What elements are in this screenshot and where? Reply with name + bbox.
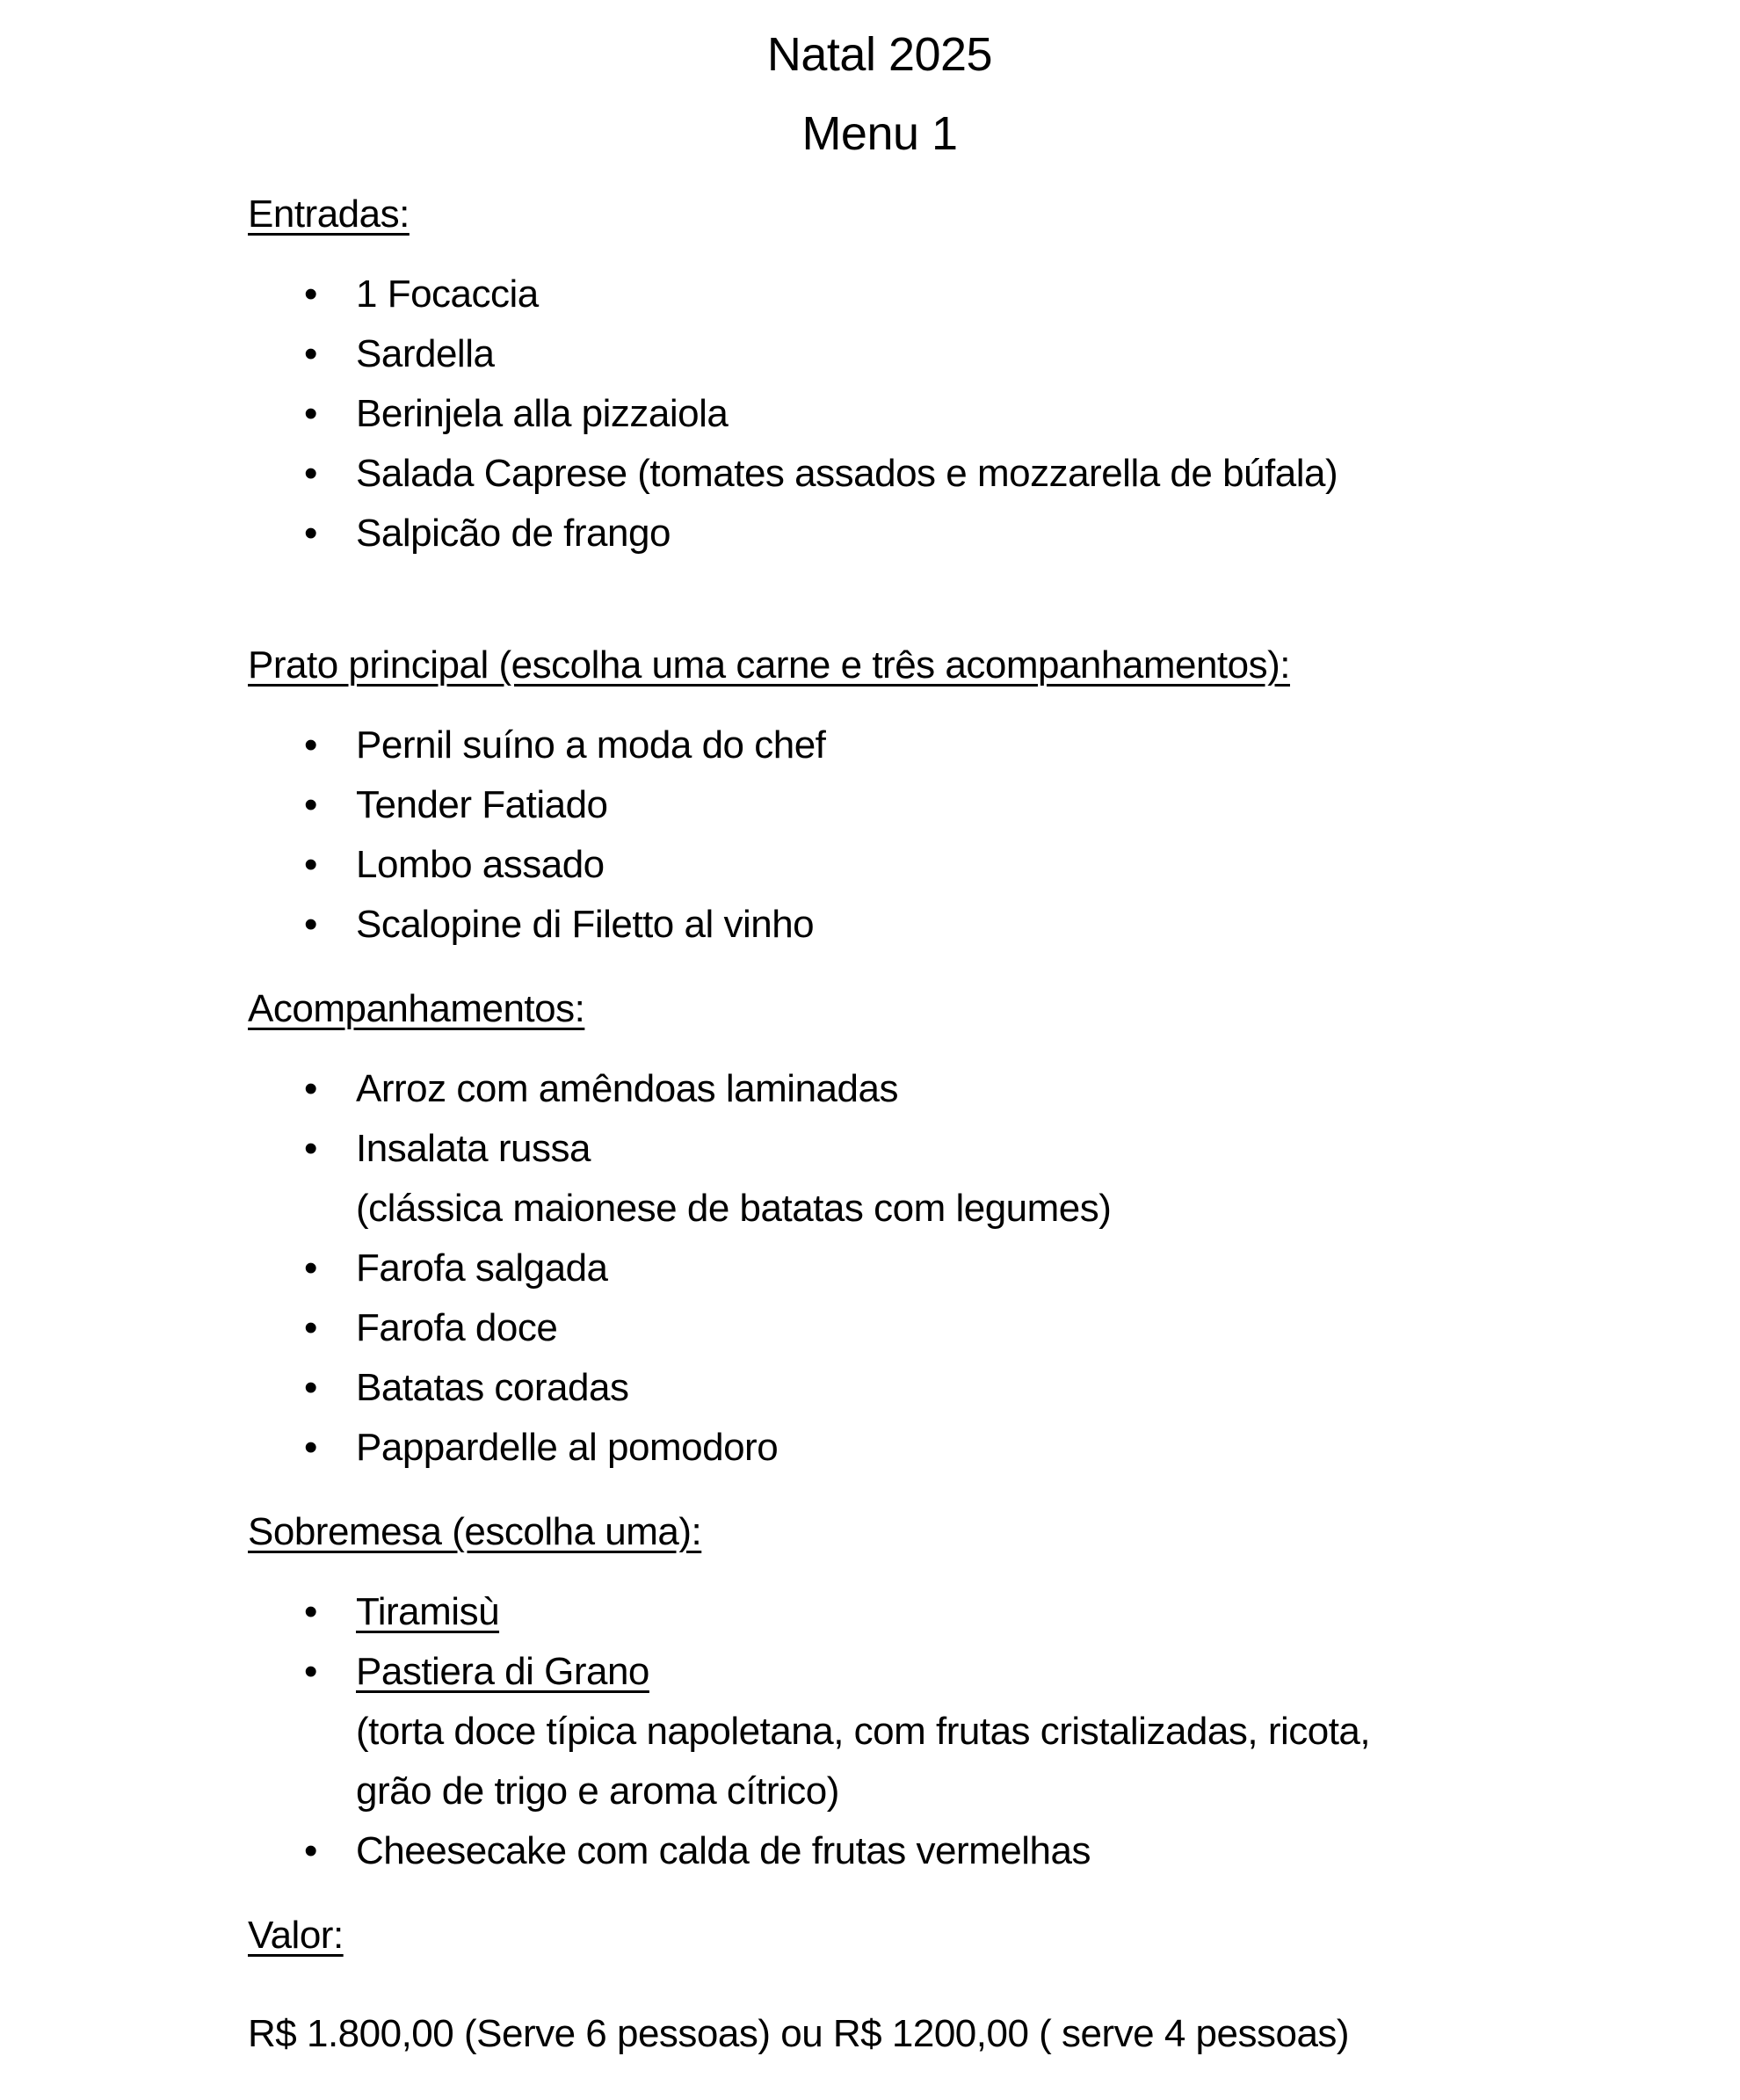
- menu-number-subtitle: Menu 1: [801, 107, 958, 160]
- bullet-icon: •: [304, 512, 317, 555]
- bullet-icon: •: [304, 392, 317, 435]
- list-item-text: Arroz com amêndoas laminadas: [356, 1067, 898, 1110]
- list-item: [248, 1358, 1512, 1418]
- bullet-icon: •: [304, 332, 317, 375]
- list-item: [248, 384, 1512, 444]
- list-item-text: 1 Focaccia: [356, 272, 539, 316]
- list-item: [248, 1119, 1512, 1239]
- list-item-note: (clássica maionese de batatas com legumes): [356, 1187, 1112, 1230]
- list-item: [248, 835, 1512, 895]
- list-item: [248, 1821, 1512, 1881]
- bullet-icon: •: [304, 452, 317, 495]
- list-item: [248, 775, 1512, 835]
- list-item-text: Tiramisù: [356, 1590, 500, 1633]
- bullet-icon: •: [304, 723, 317, 767]
- bullet-icon: •: [304, 1067, 317, 1110]
- section-heading-valor: Valor:: [248, 1914, 344, 1957]
- prato-principal-list: [248, 716, 1512, 955]
- price-line: R$ 1.800,00 (Serve 6 pessoas) ou R$ 1200,00 ( serve 4 pessoas): [248, 2012, 1350, 2055]
- list-item-text: Sardella: [356, 332, 495, 375]
- bullet-icon: •: [304, 1366, 317, 1409]
- bullet-icon: •: [304, 783, 317, 826]
- list-item: [248, 504, 1512, 563]
- sobremesa-list: [248, 1582, 1512, 1881]
- section-heading-entradas: Entradas:: [248, 193, 410, 236]
- list-item-text: Farofa salgada: [356, 1246, 608, 1290]
- list-item-text: Pastiera di Grano: [356, 1650, 649, 1693]
- list-item-note: (torta doce típica napoletana, com frutas cristalizadas, ricota,: [356, 1710, 1371, 1753]
- list-item-text: Salada Caprese (tomates assados e mozzarella de búfala): [356, 452, 1338, 495]
- list-item: [248, 1059, 1512, 1119]
- bullet-icon: •: [304, 1246, 317, 1290]
- list-item-note: grão de trigo e aroma cítrico): [356, 1769, 839, 1813]
- list-item: [248, 895, 1512, 955]
- list-item-text: Insalata russa: [356, 1127, 591, 1170]
- list-item-text: Salpicão de frango: [356, 512, 671, 555]
- list-item-text: Pappardelle al pomodoro: [356, 1426, 779, 1469]
- list-item: [248, 1418, 1512, 1478]
- acompanhamentos-list: [248, 1059, 1512, 1478]
- bullet-icon: •: [304, 903, 317, 946]
- bullet-icon: •: [304, 1127, 317, 1170]
- list-item: [248, 1642, 1512, 1821]
- list-item-text: Berinjela alla pizzaiola: [356, 392, 729, 435]
- list-item-text: Scalopine di Filetto al vinho: [356, 903, 815, 946]
- bullet-icon: •: [304, 272, 317, 316]
- list-item-text: Batatas coradas: [356, 1366, 629, 1409]
- list-item-text: Cheesecake com calda de frutas vermelhas: [356, 1829, 1091, 1872]
- section-heading-prato-principal: Prato principal (escolha uma carne e três acompanhamentos):: [248, 643, 1290, 687]
- list-item: [248, 444, 1512, 504]
- list-item-text: Farofa doce: [356, 1306, 558, 1349]
- document-title: Natal 2025: [766, 28, 993, 81]
- list-item: [248, 1298, 1512, 1358]
- bullet-icon: •: [304, 843, 317, 886]
- entradas-list: [248, 265, 1512, 563]
- list-item-text: Pernil suíno a moda do chef: [356, 723, 826, 767]
- bullet-icon: •: [304, 1829, 317, 1872]
- list-item: [248, 265, 1512, 324]
- list-item: [248, 1582, 1512, 1642]
- list-item: [248, 716, 1512, 775]
- section-heading-acompanhamentos: Acompanhamentos:: [248, 987, 585, 1030]
- bullet-icon: •: [304, 1306, 317, 1349]
- bullet-icon: •: [304, 1426, 317, 1469]
- list-item-text: Tender Fatiado: [356, 783, 608, 826]
- bullet-icon: •: [304, 1650, 317, 1693]
- bullet-icon: •: [304, 1590, 317, 1633]
- section-heading-sobremesa: Sobremesa (escolha uma):: [248, 1510, 702, 1553]
- list-item-text: Lombo assado: [356, 843, 605, 886]
- list-item: [248, 1239, 1512, 1298]
- list-item: [248, 324, 1512, 384]
